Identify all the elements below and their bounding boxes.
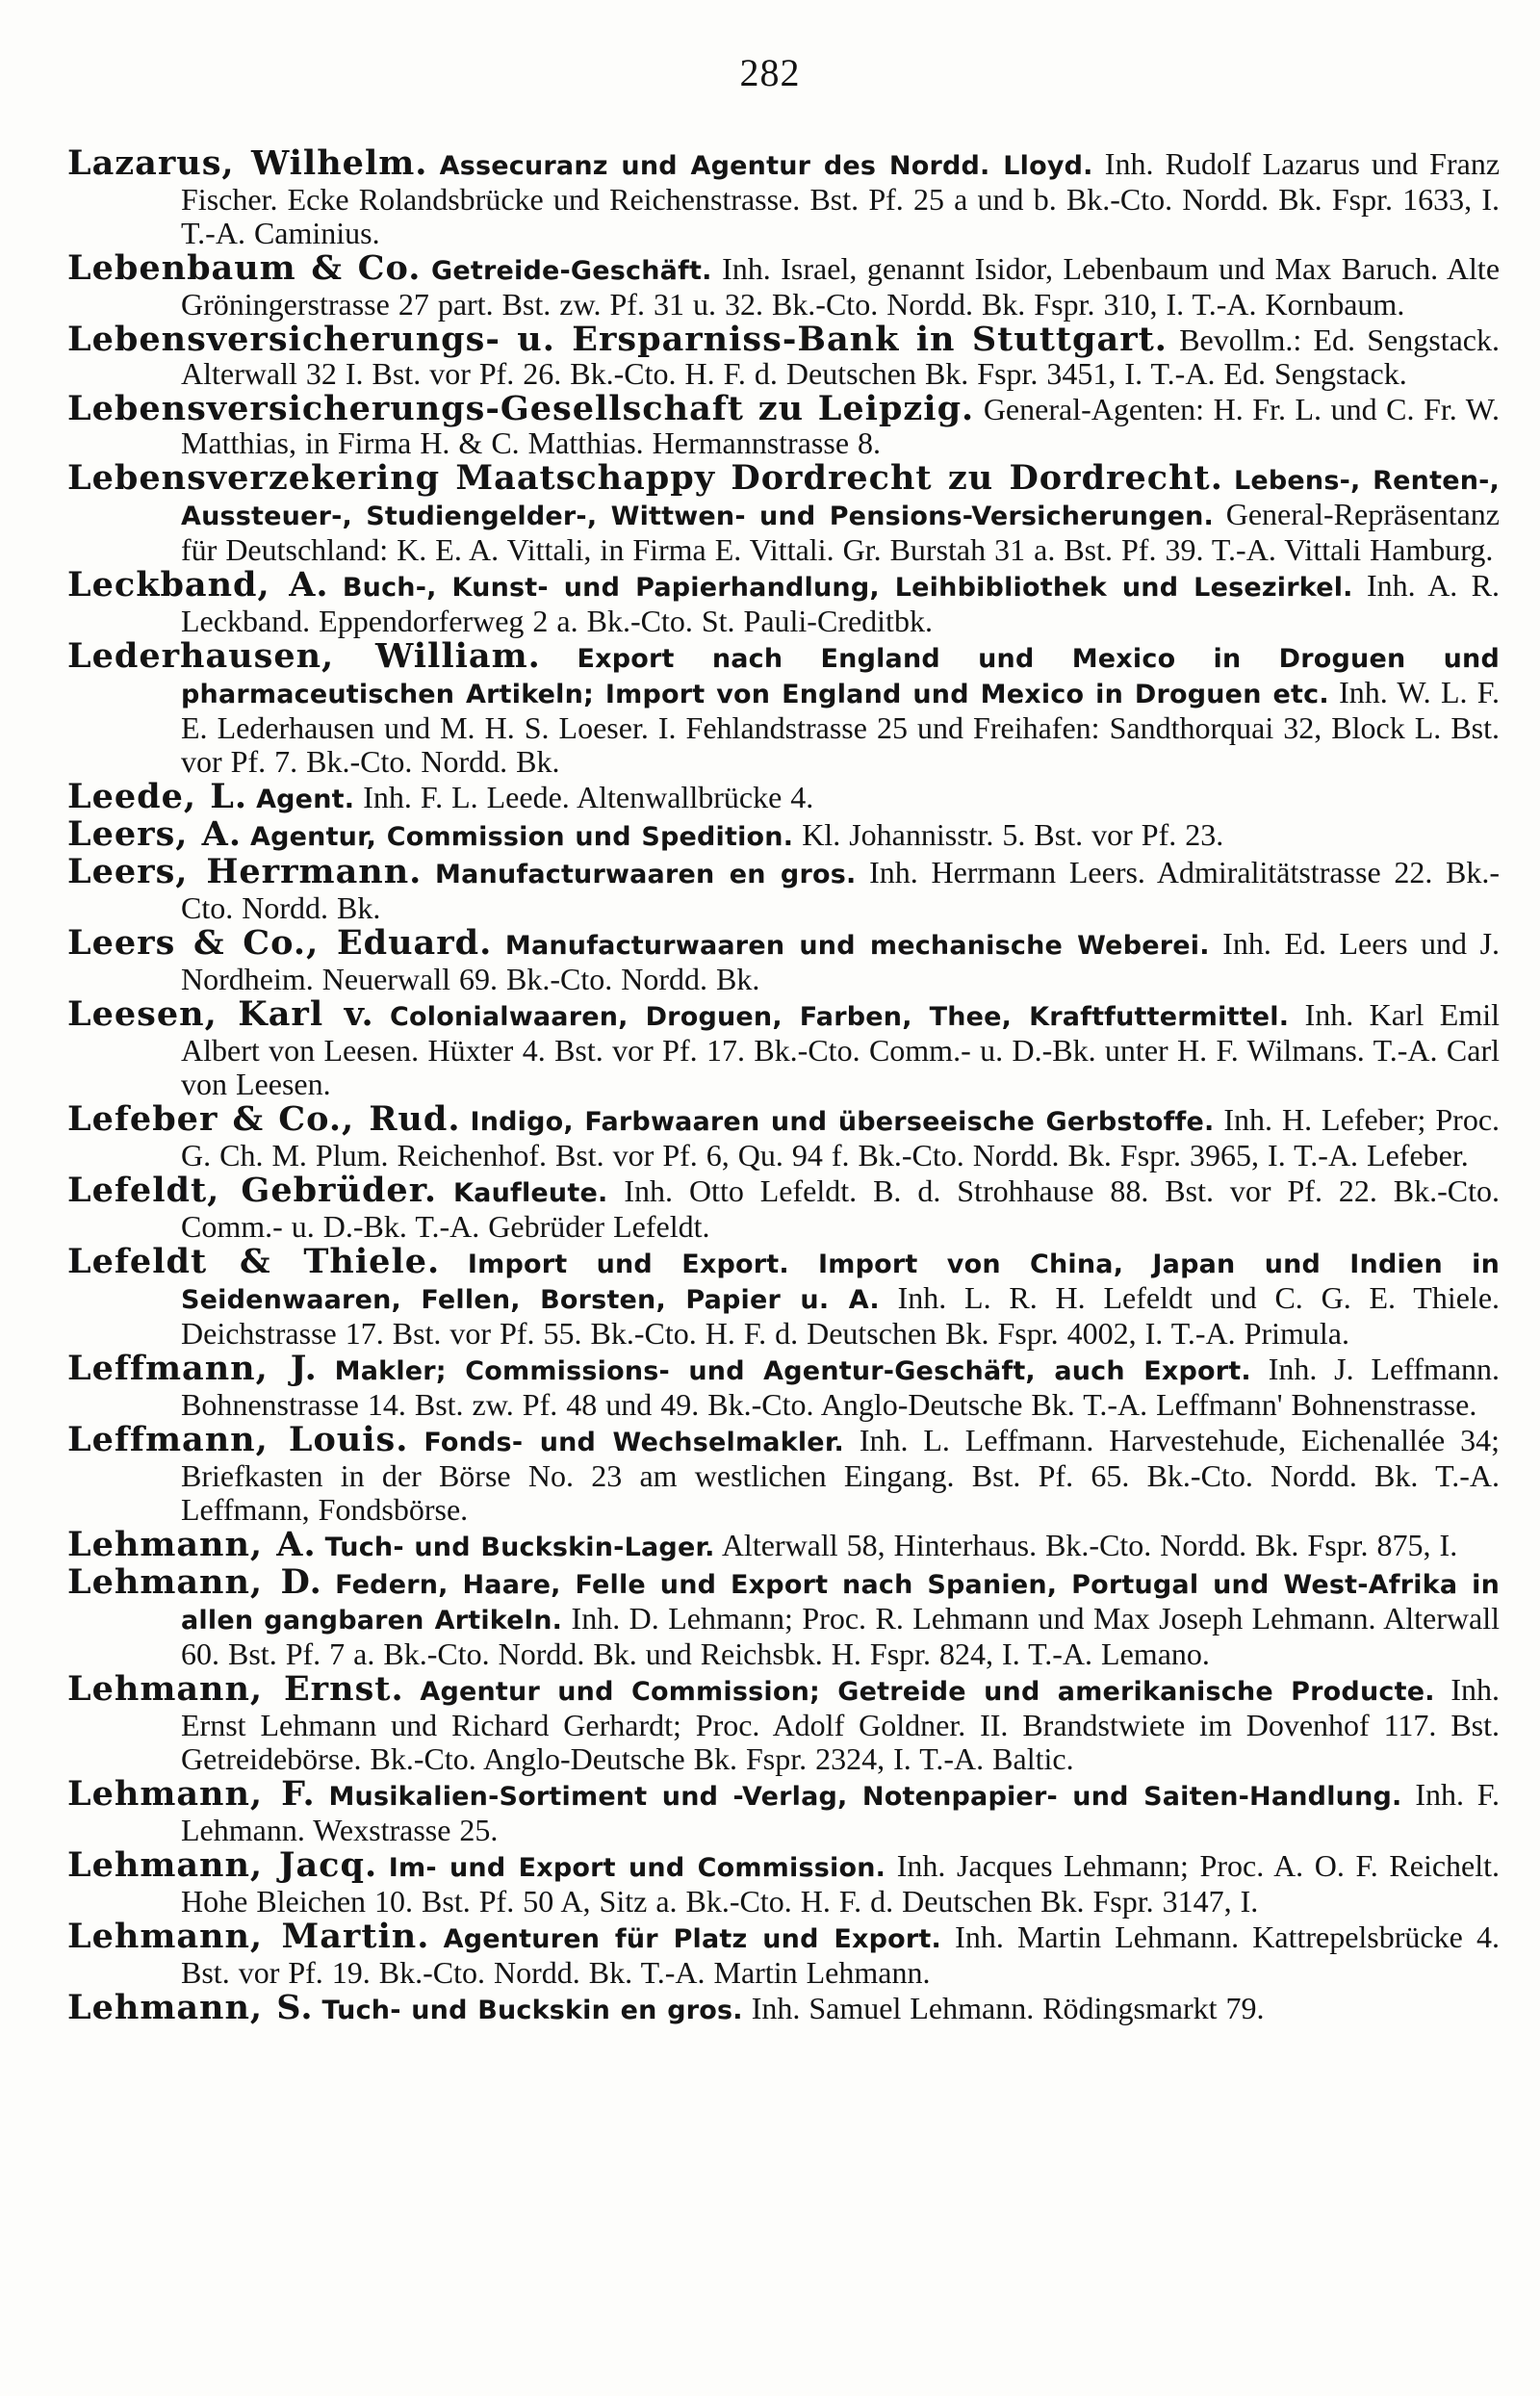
business-description: Makler; Commissions- und Agentur-Geschäft, auch Export. [334, 1356, 1251, 1386]
firm-name: Lebenbaum & Co. [67, 248, 422, 288]
firm-name: Lehmann, Martin. [67, 1917, 430, 1956]
business-description: Import und Export. Import von China, Japan und Indien in Seidenwaaren, Fellen, Borsten, Papier u. A. [181, 1250, 1501, 1315]
firm-name: Leede, L. [67, 777, 248, 816]
entry-details: Inh. F. L. Leede. Altenwallbrücke 4. [363, 780, 814, 814]
directory-entry [67, 1173, 1500, 1244]
firm-name: Lefeldt, Gebrüder. [67, 1171, 438, 1210]
firm-name: Leers, Herrmann. [67, 852, 423, 891]
business-description: Manufacturwaaren en gros. [435, 860, 857, 889]
entry-details: Bevollm.: Ed. Sengstack. Alterwall 32 I. Bst. vor Pf. 26. Bk.-Cto. H. F. d. Deutschen Bk. Fspr. 3451, I. T.-A. Ed. Sengstack. [181, 322, 1501, 391]
firm-name: Leers & Co., Eduard. [67, 923, 493, 963]
business-description: Lebens-, Renten-, Aussteuer-, Studiengelder-, Wittwen- und Pensions-Versicherungen. [181, 466, 1500, 531]
business-description: Kaufleute. [453, 1178, 608, 1208]
directory-entry [67, 852, 1501, 925]
firm-name: Lefeber & Co., Rud. [67, 1099, 461, 1139]
firm-name: Lebensverzekering Maatschappy Dordrecht zu Dordrecht. [67, 458, 1223, 498]
entry-details: Inh. J. Leffmann. Bohnenstrasse 14. Bst. zw. Pf. 48 und 49. Bk.-Cto. Anglo-Deutsche Bk. T.-A. Leffmann' Bohnenstrasse. [181, 1352, 1501, 1422]
firm-name: Lederhausen, William. [67, 636, 541, 676]
business-description: Agenturen für Platz und Export. [443, 1924, 941, 1954]
business-description: Agentur und Commission; Getreide und amerikanische Producte. [420, 1677, 1435, 1707]
firm-name: Lehmann, Jacq. [67, 1845, 378, 1885]
directory-entry [67, 248, 1501, 322]
business-description: Musikalien-Sortiment und -Verlag, Notenpapier- und Saiten-Handlung. [328, 1782, 1402, 1812]
business-description: Agentur, Commission und Spedition. [250, 822, 794, 852]
entry-details: Inh. F. Lehmann. Wexstrasse 25. [181, 1777, 1501, 1847]
firm-name: Lebensversicherungs- u. Ersparniss-Bank in Stuttgart. [67, 320, 1168, 359]
business-description: Getreide-Geschäft. [430, 256, 712, 286]
directory-entry [67, 1349, 1501, 1422]
business-description: Indigo, Farbwaaren und überseeische Gerbstoffe. [470, 1107, 1215, 1137]
entry-details: Inh. Herrmann Leers. Admiralitätstrasse 22. Bk.-Cto. Nordd. Bk. [181, 855, 1501, 925]
directory-entry [67, 565, 1500, 638]
entry-details: Inh. Israel, genannt Isidor, Lebenbaum und Max Baruch. Alte Gröningerstrasse 27 part. Bst. zw. Pf. 31 u. 32. Bk.-Cto. Nordd. Bk. Fspr. 310, I. T.-A. Kornbaum. [181, 251, 1501, 322]
entry-details: Inh. Otto Lefeldt. B. d. Strohhause 88. Bst. vor Pf. 22. Bk.-Cto. Comm.- u. D.-Bk. T.-A. Gebrüder Lefeldt. [181, 1173, 1501, 1244]
business-description: Assecuranz und Agentur des Nordd. Lloyd. [439, 151, 1093, 181]
business-description: Tuch- und Buckskin en gros. [321, 1996, 743, 2025]
entry-details: Inh. Ernst Lehmann und Richard Gerhardt; Proc. Adolf Goldner. II. Brandstwiete im Dovenhof 117. Bst. Getreidebörse. Bk.-Cto. Anglo-Deutsche Bk. Fspr. 2324, I. T.-A. Baltic. [181, 1672, 1501, 1776]
firm-name: Lehmann, S. [67, 1988, 314, 2027]
firm-name: Lehmann, D. [67, 1562, 322, 1602]
directory-entry [67, 1845, 1501, 1919]
business-description: Manufacturwaaren und mechanische Weberei. [504, 931, 1210, 961]
business-description: Buch-, Kunst- und Papierhandlung, Leihbibliothek und Lesezirkel. [342, 573, 1353, 603]
entry-details: Alterwall 58, Hinterhaus. Bk.-Cto. Nordd. Bk. Fspr. 875, I. [721, 1528, 1458, 1562]
directory-entry [67, 458, 1500, 567]
directory-entry [67, 1774, 1501, 1847]
firm-name: Lazarus, Wilhelm. [67, 143, 428, 183]
firm-name: Lebensversicherungs-Gesellschaft zu Leipzig. [67, 389, 975, 428]
entry-details: General-Agenten: H. Fr. L. und C. Fr. W. Matthias, in Firma H. & C. Matthias. Hermannstrasse 8. [181, 392, 1500, 460]
directory-entry [67, 636, 1501, 779]
firm-name: Lehmann, F. [67, 1774, 316, 1814]
business-description: Fonds- und Wechselmakler. [424, 1428, 844, 1457]
entry-details: Inh. Ed. Leers und J. Nordheim. Neuerwall 69. Bk.-Cto. Nordd. Bk. [181, 926, 1501, 996]
directory-entry [67, 1669, 1501, 1776]
directory-entry [67, 777, 1500, 816]
business-description: Im- und Export und Commission. [388, 1853, 886, 1883]
business-description: Agent. [256, 785, 355, 814]
entry-details: Inh. D. Lehmann; Proc. R. Lehmann und Max Joseph Lehmann. Alterwall 60. Bst. Pf. 7 a. Bk.-Cto. Nordd. Bk. und Reichsbk. H. Fspr. 824, I. T.-A. Lemano. [181, 1601, 1501, 1671]
firm-name: Lehmann, A. [67, 1525, 317, 1564]
firm-name: Lefeldt & Thiele. [67, 1242, 441, 1281]
directory-entry [67, 1242, 1501, 1351]
business-description: Tuch- und Buckskin-Lager. [324, 1533, 715, 1562]
entry-details: Inh. Martin Lehmann. Kattrepelsbrücke 4. Bst. vor Pf. 19. Bk.-Cto. Nordd. Bk. T.-A. Martin Lehmann. [181, 1919, 1500, 1990]
entry-details: Inh. Karl Emil Albert von Leesen. Hüxter 4. Bst. vor Pf. 17. Bk.-Cto. Comm.- u. D.-Bk. unter H. F. Wilmans. T.-A. Carl von Leesen. [181, 997, 1501, 1101]
firm-name: Leers, A. [67, 814, 243, 854]
entry-details: Inh. Samuel Lehmann. Rödingsmarkt 79. [751, 1991, 1265, 2025]
entry-details: Inh. L. R. H. Lefeldt und C. G. E. Thiele. Deichstrasse 17. Bst. vor Pf. 55. Bk.-Cto. H. F. d. Deutschen Bk. Fspr. 4002, I. T.-A. Primula. [181, 1280, 1501, 1351]
entry-details: Inh. Rudolf Lazarus und Franz Fischer. Ecke Rolandsbrücke und Reichenstrasse. Bst. Pf. 25 a und b. Bk.-Cto. Nordd. Bk. Fspr. 1633, I. T.-A. Caminius. [181, 146, 1501, 250]
business-description: Export nach England und Mexico in Droguen und pharmaceutischen Artikeln; Import von England und Mexico in Droguen etc. [181, 644, 1500, 709]
directory-entry [67, 1988, 1500, 2027]
directory-entry [67, 1099, 1501, 1172]
firm-name: Leckband, A. [67, 565, 329, 605]
directory-entry [67, 1562, 1501, 1671]
business-description: Colonialwaaren, Droguen, Farben, Thee, Kraftfuttermittel. [390, 1002, 1290, 1032]
page-number: 282 [739, 51, 801, 94]
entry-details: Kl. Johannisstr. 5. Bst. vor Pf. 23. [802, 817, 1224, 852]
firm-name: Lehmann, Ernst. [67, 1669, 404, 1709]
firm-name: Leffmann, Louis. [67, 1420, 409, 1459]
directory-entry [67, 322, 1500, 391]
firm-name: Leffmann, J. [67, 1349, 318, 1388]
directory-entry [67, 994, 1501, 1101]
entry-details: Inh. W. L. F. E. Lederhausen und M. H. S. Loeser. I. Fehlandstrasse 25 und Freihafen: Sandthorquai 32, Block L. Bst. vor Pf. 7. Bk.-Cto. Nordd. Bk. [181, 675, 1501, 779]
directory-entry [67, 1420, 1501, 1527]
firm-name: Leesen, Karl v. [67, 994, 374, 1034]
directory-entry [67, 1525, 1500, 1564]
entry-details: Inh. L. Leffmann. Harvestehude, Eichenallée 34; Briefkasten in der Börse No. 23 am westlichen Eingang. Bst. Pf. 65. Bk.-Cto. Nordd. Bk. T.-A. Leffmann, Fondsbörse. [181, 1423, 1501, 1527]
entry-list [67, 143, 1501, 2027]
directory-entry [67, 923, 1501, 996]
business-description: Federn, Haare, Felle und Export nach Spanien, Portugal und West-Afrika in allen gangbaren Artikeln. [181, 1570, 1501, 1636]
entry-details: Inh. H. Lefeber; Proc. G. Ch. M. Plum. Reichenhof. Bst. vor Pf. 6, Qu. 94 f. Bk.-Cto. Nordd. Bk. Fspr. 3965, I. T.-A. Lefeber. [181, 1102, 1501, 1172]
entry-details: General-Repräsentanz für Deutschland: K. E. A. Vittali, in Firma E. Vittali. Gr. Burstah 31 a. Bst. Pf. 39. T.-A. Vittali Hamburg. [181, 497, 1500, 567]
entry-details: Inh. Jacques Lehmann; Proc. A. O. F. Reichelt. Hohe Bleichen 10. Bst. Pf. 50 A, Sitz a. Bk.-Cto. H. F. d. Deutschen Bk. Fspr. 3147, I. [181, 1848, 1501, 1919]
directory-entry [67, 814, 1500, 854]
entry-details: Inh. A. R. Leckband. Eppendorferweg 2 a. Bk.-Cto. St. Pauli-Creditbk. [181, 568, 1500, 638]
directory-entry [67, 143, 1501, 250]
directory-entry [67, 1919, 1500, 1990]
directory-entry [67, 389, 1500, 460]
